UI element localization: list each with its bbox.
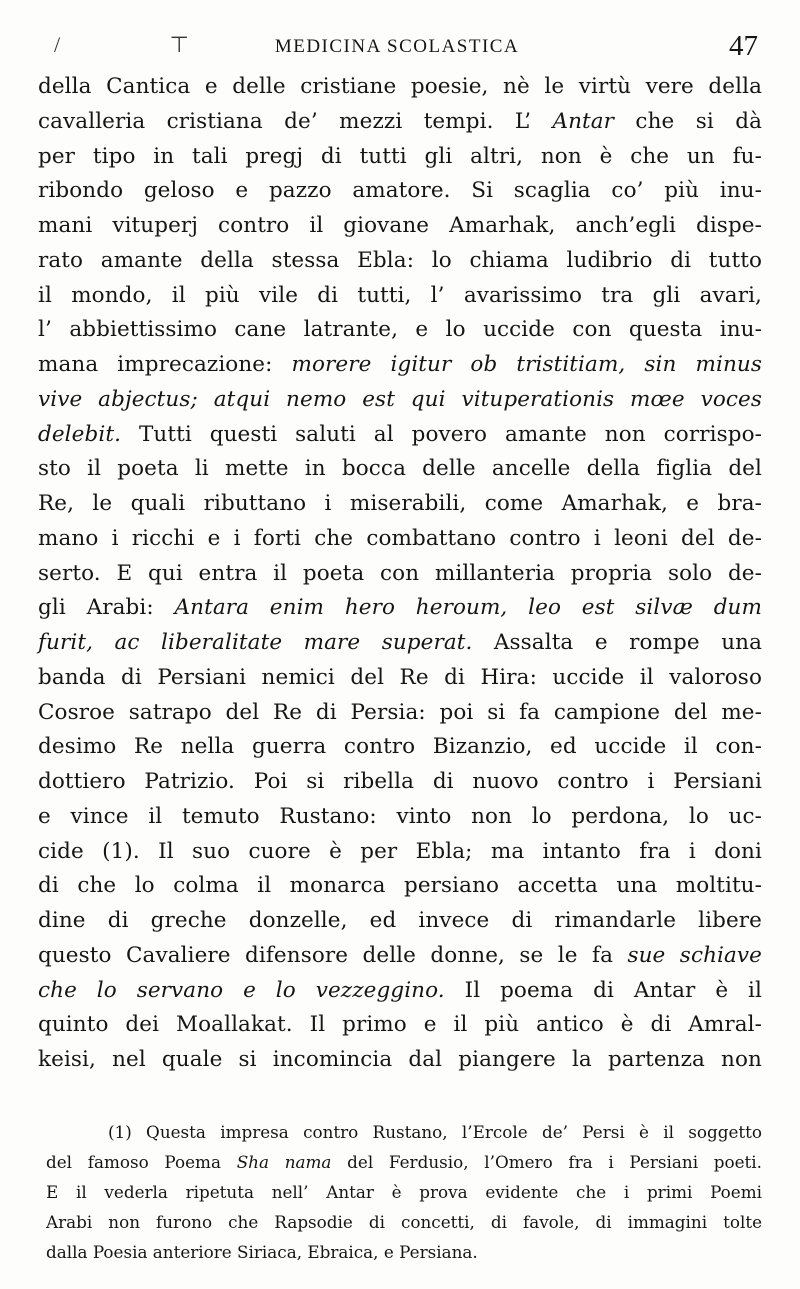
italic-text: Antara enim hero heroum, leo est silvæ dum [174, 595, 762, 621]
body-line [38, 626, 762, 661]
body-line [38, 209, 762, 244]
text-segment: desimo Re nella guerra contro Bizanzio, ed uccide il con- [38, 734, 762, 760]
text-segment: gli Arabi: [38, 595, 175, 621]
body-line [38, 174, 762, 209]
margin-marks: / ⊤ [54, 32, 241, 57]
page-header [36, 30, 758, 62]
text-segment: serto. E qui entra il poeta con millanteria propria solo de- [38, 560, 762, 586]
text-segment: mana imprecazione: [38, 352, 292, 377]
text-segment: dalla Poesia anteriore Siriaca, Ebraica, e Persiana. [46, 1242, 478, 1262]
text-segment: Arabi non furono che Rapsodie di concetti, di favole, di immagini tolte [46, 1212, 762, 1232]
footnote-line [46, 1147, 762, 1177]
text-segment: quinto dei Moallakat. Il primo e il più antico è di Amral- [38, 1012, 762, 1038]
text-segment: del Ferdusio, l’Omero fra i Persiani poeti. [331, 1152, 762, 1172]
body-text [38, 70, 762, 1078]
body-line [38, 800, 762, 835]
footnote-line [46, 1207, 762, 1237]
italic-text: che lo servano e lo vezzeggino. [38, 977, 445, 1003]
text-segment: mano i ricchi e i forti che combattano contro i leoni del de- [38, 525, 762, 551]
running-title: MEDICINA SCOLASTICA [274, 36, 520, 57]
text-segment: che si dà [614, 108, 762, 134]
text-segment: e vince il temuto Rustano: vinto non lo perdona, lo uc- [38, 803, 762, 829]
text-segment: Il poema di Antar è il [444, 977, 762, 1003]
text-segment: cide (1). Il suo cuore è per Ebla; ma intanto fra i doni [38, 838, 762, 864]
body-line [38, 696, 762, 731]
text-segment: di che lo colma il monarca persiano accetta una moltitu- [38, 873, 762, 899]
italic-text: delebit. [38, 421, 121, 447]
body-line [38, 70, 762, 105]
body-line [38, 487, 762, 522]
body-line [38, 661, 762, 696]
body-line [38, 591, 762, 626]
footnote-line [46, 1177, 762, 1207]
italic-text: Sha nama [236, 1152, 332, 1172]
body-line [38, 105, 762, 140]
italic-text: Antar [552, 108, 615, 134]
text-segment: sto il poeta li mette in bocca delle ancelle della figlia del [38, 456, 762, 482]
text-segment: questo Cavaliere difensore delle donne, se le fa [38, 942, 628, 968]
body-line [38, 939, 762, 974]
text-segment: della Cantica e delle cristiane poesie, nè le virtù vere della [38, 74, 762, 99]
italic-text: furit, ac liberalitate mare superat. [38, 630, 473, 655]
body-line [38, 765, 762, 800]
text-segment: del famoso Poema [46, 1152, 237, 1172]
body-line [38, 904, 762, 939]
italic-text: morere igitur ob tristitiam, sin minus [291, 352, 762, 377]
text-segment: E il vederla ripetuta nell’ Antar è prova evidente che i primi Poemi [46, 1182, 762, 1202]
text-segment: rato amante della stessa Ebla: lo chiama ludibrio di tutto [38, 247, 762, 273]
body-line [38, 244, 762, 279]
text-segment: ribondo geloso e pazzo amatore. Si scaglia co’ più inu- [38, 178, 762, 204]
text-segment: banda di Persiani nemici del Re di Hira: uccide il valoroso [38, 664, 762, 690]
body-line [38, 313, 762, 348]
body-line [38, 730, 762, 765]
body-line [38, 452, 762, 487]
footnote-separator-space [0, 1045, 800, 1115]
body-line [38, 140, 762, 175]
body-line [38, 835, 762, 870]
body-line [38, 1008, 762, 1043]
body-line [38, 974, 762, 1009]
text-segment: Cosroe satrapo del Re di Persia: poi si fa campione del me- [38, 699, 762, 725]
text-segment: per tipo in tali pregj di tutti gli altri, non è che un fu- [38, 143, 762, 169]
footnote-line [46, 1117, 762, 1147]
footnote-line [46, 1237, 762, 1267]
text-segment: Re, le quali ributtano i miserabili, come Amarhak, e bra- [38, 491, 762, 516]
text-segment: (1) Questa impresa contro Rustano, l’Ercole de’ Persi è il soggetto [108, 1122, 762, 1142]
italic-text: sue schiave [627, 942, 762, 968]
text-segment: Tutti questi saluti al povero amante non corrispo- [121, 421, 762, 447]
body-line [38, 522, 762, 557]
body-line [38, 348, 762, 383]
page-number: 47 [729, 30, 758, 62]
text-segment: l’ abbiettissimo cane latrante, e lo uccide con questa inu- [38, 317, 762, 343]
italic-text: vive abjectus; atqui nemo est qui vituperationis mœe voces [38, 386, 762, 412]
body-line [38, 418, 762, 453]
text-segment: Assalta e rompe una [472, 630, 762, 655]
body-line [38, 869, 762, 904]
text-segment: cavalleria cristiana de’ mezzi tempi. L’ [38, 108, 553, 134]
body-line [38, 279, 762, 314]
footnote [46, 1117, 762, 1267]
text-segment: dine di greche donzelle, ed invece di rimandarle libere [38, 908, 762, 933]
text-segment: mani vituperj contro il giovane Amarhak, anch’egli dispe- [38, 213, 762, 238]
text-segment: keisi, nel quale si incomincia dal piangere la partenza non [38, 1047, 762, 1072]
body-line [38, 557, 762, 592]
text-segment: il mondo, il più vile di tutti, l’ avarissimo tra gli avari, [38, 282, 762, 308]
text-segment: dottiero Patrizio. Poi si ribella di nuovo contro i Persiani [38, 769, 762, 794]
body-line [38, 383, 762, 418]
